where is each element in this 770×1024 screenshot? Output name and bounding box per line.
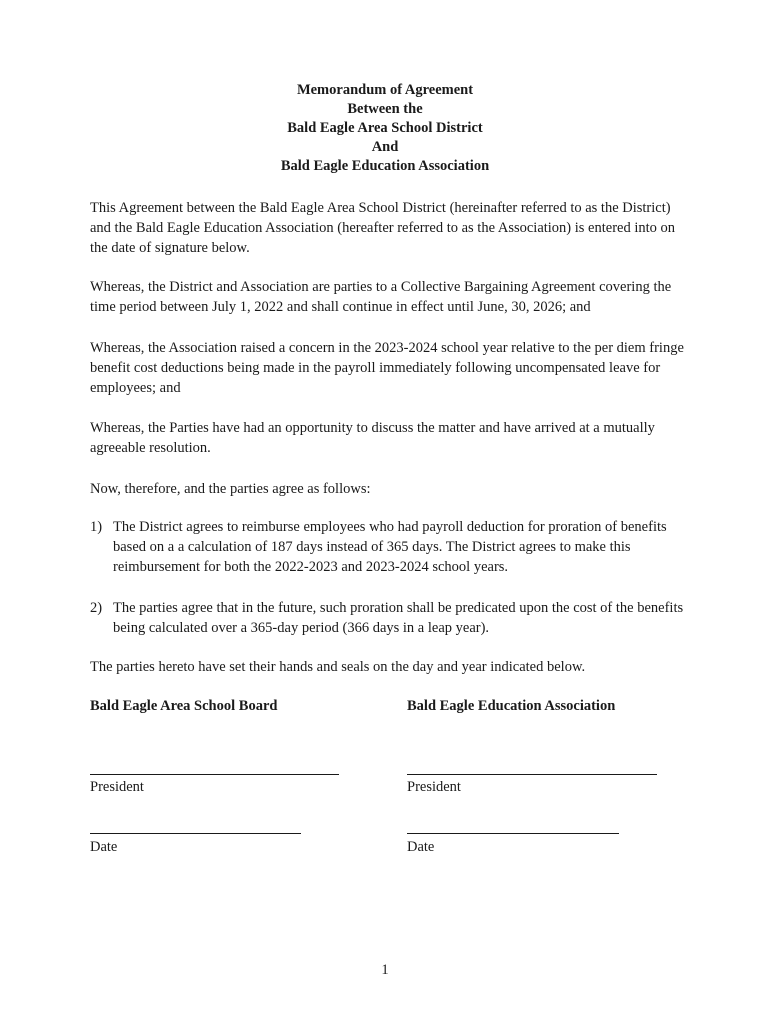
signature-label-date: Date bbox=[407, 839, 435, 855]
signature-line-date bbox=[90, 833, 301, 834]
page-number: 1 bbox=[381, 962, 389, 978]
list-item-text: The parties agree that in the future, such proration shall be predicated upon the cost of the benefits being calculated over a 365-day period (366 days in a leap year). bbox=[113, 600, 684, 636]
whereas-paragraph-1: Whereas, the District and Association are parties to a Collective Bargaining Agreement covering the time period between July 1, 2022 and shall continue in effect until June, 30, 2026; and bbox=[90, 279, 672, 315]
title-line-between: Between the bbox=[347, 101, 423, 117]
signature-block-education-association bbox=[407, 698, 667, 868]
whereas-paragraph-2: Whereas, the Association raised a concern in the 2023-2024 school year relative to the per diem fringe benefit cost deductions being made in the payroll immediately following uncompensated leave for employees; and bbox=[90, 340, 684, 396]
signature-line-president bbox=[90, 774, 339, 775]
signature-line-president bbox=[407, 774, 657, 775]
signature-label-president: President bbox=[90, 779, 144, 795]
document-title bbox=[0, 81, 770, 176]
signature-label-date: Date bbox=[90, 839, 118, 855]
title-line-and: And bbox=[371, 139, 399, 155]
title-line-memorandum: Memorandum of Agreement bbox=[296, 82, 474, 98]
list-item-number: 2) bbox=[90, 600, 103, 616]
closing-paragraph: The parties hereto have set their hands and seals on the day and year indicated below. bbox=[90, 659, 586, 675]
whereas-paragraph-3: Whereas, the Parties have had an opportunity to discuss the matter and have arrived at a mutually agreeable resolution. bbox=[90, 420, 655, 456]
signature-label-president: President bbox=[407, 779, 461, 795]
list-item-number: 1) bbox=[90, 519, 103, 535]
list-item-term-2 bbox=[90, 598, 690, 638]
signature-heading-school-board: Bald Eagle Area School Board bbox=[90, 698, 278, 714]
title-line-district: Bald Eagle Area School District bbox=[287, 120, 483, 136]
signature-block-school-board bbox=[90, 698, 350, 868]
signature-line-date bbox=[407, 833, 619, 834]
intro-paragraph: This Agreement between the Bald Eagle Area School District (hereinafter referred to as the District) and the Bald Eagle Education Association (hereafter referred to as the Association) is entered into on the date of signature below. bbox=[90, 200, 676, 256]
list-item-term-1 bbox=[90, 517, 690, 577]
title-line-association: Bald Eagle Education Association bbox=[280, 158, 490, 174]
list-item-text: The District agrees to reimburse employees who had payroll deduction for proration of benefits based on a a calculation of 187 days instead of 365 days. The District agrees to make this reimbursement for both the 2022-2023 and 2023-2024 school years. bbox=[113, 519, 667, 575]
signature-heading-education-association: Bald Eagle Education Association bbox=[407, 698, 616, 714]
now-therefore-paragraph: Now, therefore, and the parties agree as follows: bbox=[90, 481, 371, 497]
